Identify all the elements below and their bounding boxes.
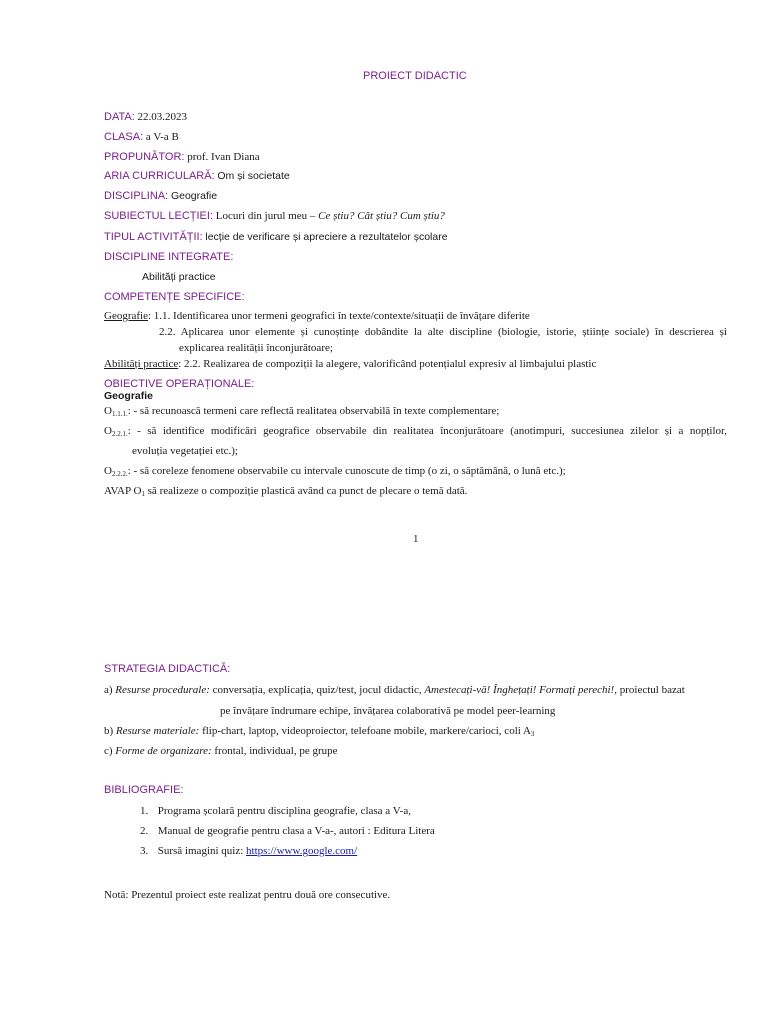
competenta-1-text: : 1.1. Identificarea unor termeni geografici în texte/contexte/situații de învățare diferite — [147, 310, 530, 322]
o1-sub: 1.1.1. — [111, 410, 128, 418]
aria-value: Om și societate — [217, 170, 290, 182]
competente-label: COMPETENȚE SPECIFICE: — [104, 291, 245, 303]
strategia-c — [104, 744, 338, 758]
aria-line — [104, 169, 290, 183]
clasa-value: a V-a B — [145, 131, 179, 143]
geografie-label: Geografie — [104, 310, 148, 322]
obiectiv-2-line1 — [104, 424, 727, 438]
a-prefix: a) — [104, 684, 113, 696]
bib-1-text: Programa școlară pentru disciplina geografie, clasa a V-a, — [157, 805, 411, 817]
a-italic: Amestecați-vă! Înghețați! Formați perechi! — [424, 684, 615, 696]
subiect-italic: Ce știu? Cât știu? Cum știu? — [318, 210, 445, 222]
o3-text: : - să coreleze fenomene observabile cu intervale cunoscute de timp (o zi, o săptămână, o lună etc.); — [127, 465, 566, 477]
a-end: , proiectul bazat — [614, 684, 685, 696]
bib-2-text: Manual de geografie pentru clasa a V-a-, autori : Editura Litera — [157, 825, 435, 837]
obiectiv-4 — [104, 484, 467, 498]
competenta-2-line2: explicarea realității înconjurătoare; — [179, 342, 333, 354]
subiect-line — [104, 209, 445, 223]
abilitati-label: Abilități practice — [104, 358, 179, 370]
clasa-line — [104, 130, 179, 144]
obiective-label: OBIECTIVE OPERAȚIONALE: — [104, 378, 255, 390]
competenta-2-line1: 2.2. Aplicarea unor elemente și cunoștințe dobândite la alte discipline (biologie, istorie, științe sociale) în descrierea și — [159, 326, 727, 338]
data-value: 22.03.2023 — [137, 111, 188, 123]
strategia-a-line2: pe învățare îndrumare echipe, învățarea colaborativă pe model peer-learning — [220, 705, 556, 717]
bibliografie-item-2 — [140, 824, 435, 838]
subiect-label: SUBIECTUL LECȚIEI: — [104, 210, 214, 222]
bibliografie-label: BIBLIOGRAFIE: — [104, 784, 184, 796]
o4-prefix: AVAP O — [104, 485, 142, 497]
bib-2-num: 2. — [140, 825, 149, 837]
nota: Notă: Prezentul proiect este realizat pentru două ore consecutive. — [104, 889, 391, 901]
o1-text: : - să recunoască termeni care reflectă realitatea observabilă în texte complementare; — [127, 405, 500, 417]
b-sub: 3 — [530, 730, 535, 738]
a-label: Resurse procedurale: — [115, 684, 210, 696]
tipul-line — [104, 230, 448, 244]
bib-3-link[interactable]: https://www.google.com/ — [246, 845, 358, 857]
page-number: 1 — [413, 533, 419, 545]
b-label: Resurse materiale: — [115, 725, 200, 737]
o3-sub: 2.2.2. — [111, 470, 128, 478]
bib-3-text: Sursă imagini quiz: — [157, 845, 244, 857]
obiective-subhead: Geografie — [104, 390, 154, 402]
bibliografie-item-3 — [140, 844, 357, 858]
o2-line1: : - să identifice modificări geografice observabile din realitatea înconjurătoare (anotimpuri, succesiunea zilelor și a nopților, — [127, 425, 727, 437]
a-text: conversația, explicația, quiz/test, jocul didactic, — [209, 684, 422, 696]
b-prefix: b) — [104, 725, 114, 737]
disciplina-value: Geografie — [170, 190, 218, 202]
o1-prefix: O — [104, 405, 112, 417]
competenta-1 — [104, 309, 530, 323]
propunator-line — [104, 150, 260, 164]
c-label: Forme de organizare: — [115, 745, 212, 757]
obiectiv-2-line2: evoluția vegetației etc.); — [132, 445, 238, 457]
bibliografie-item-1 — [140, 804, 411, 818]
clasa-label: CLASA: — [104, 131, 144, 143]
bib-1-num: 1. — [140, 805, 149, 817]
data-line — [104, 110, 187, 124]
o2-sub: 2.2.1. — [111, 430, 128, 438]
o4-text: să realizeze o compoziție plastică având ca punct de plecare o temă dată. — [144, 485, 468, 497]
c-text: frontal, individual, pe grupe — [211, 745, 338, 757]
obiectiv-1 — [104, 404, 499, 418]
bib-3-num: 3. — [140, 845, 149, 857]
subiect-value: Locuri din jurul meu – — [215, 210, 316, 222]
o4-sub: 1 — [141, 490, 145, 498]
integrate-label: DISCIPLINE INTEGRATE: — [104, 251, 234, 263]
c-prefix: c) — [104, 745, 113, 757]
propunator-value: prof. Ivan Diana — [187, 151, 260, 163]
data-label: DATA: — [104, 111, 135, 123]
document-title: PROIECT DIDACTIC — [363, 70, 467, 82]
integrate-value: Abilități practice — [142, 271, 216, 283]
competenta-3-text: : 2.2. Realizarea de compoziții la alegere, valorificând potențialul expresiv al limbajului plastic — [178, 358, 597, 370]
strategia-b — [104, 724, 534, 738]
propunator-label: PROPUNĂTOR: — [104, 151, 185, 163]
o2-prefix: O — [104, 425, 112, 437]
b-text: flip-chart, laptop, videoproiector, telefoane mobile, markere/carioci, coli A — [199, 725, 531, 737]
disciplina-line — [104, 189, 217, 203]
competenta-3 — [104, 357, 596, 371]
tipul-label: TIPUL ACTIVITĂȚII: — [104, 231, 203, 243]
disciplina-label: DISCIPLINA: — [104, 190, 169, 202]
tipul-value: lecție de verificare și apreciere a rezultatelor școlare — [205, 231, 448, 243]
obiectiv-3 — [104, 464, 566, 478]
aria-label: ARIA CURRICULARĂ: — [104, 170, 215, 182]
strategia-label: STRATEGIA DIDACTICĂ: — [104, 663, 231, 675]
o3-prefix: O — [104, 465, 112, 477]
strategia-a — [104, 683, 685, 697]
